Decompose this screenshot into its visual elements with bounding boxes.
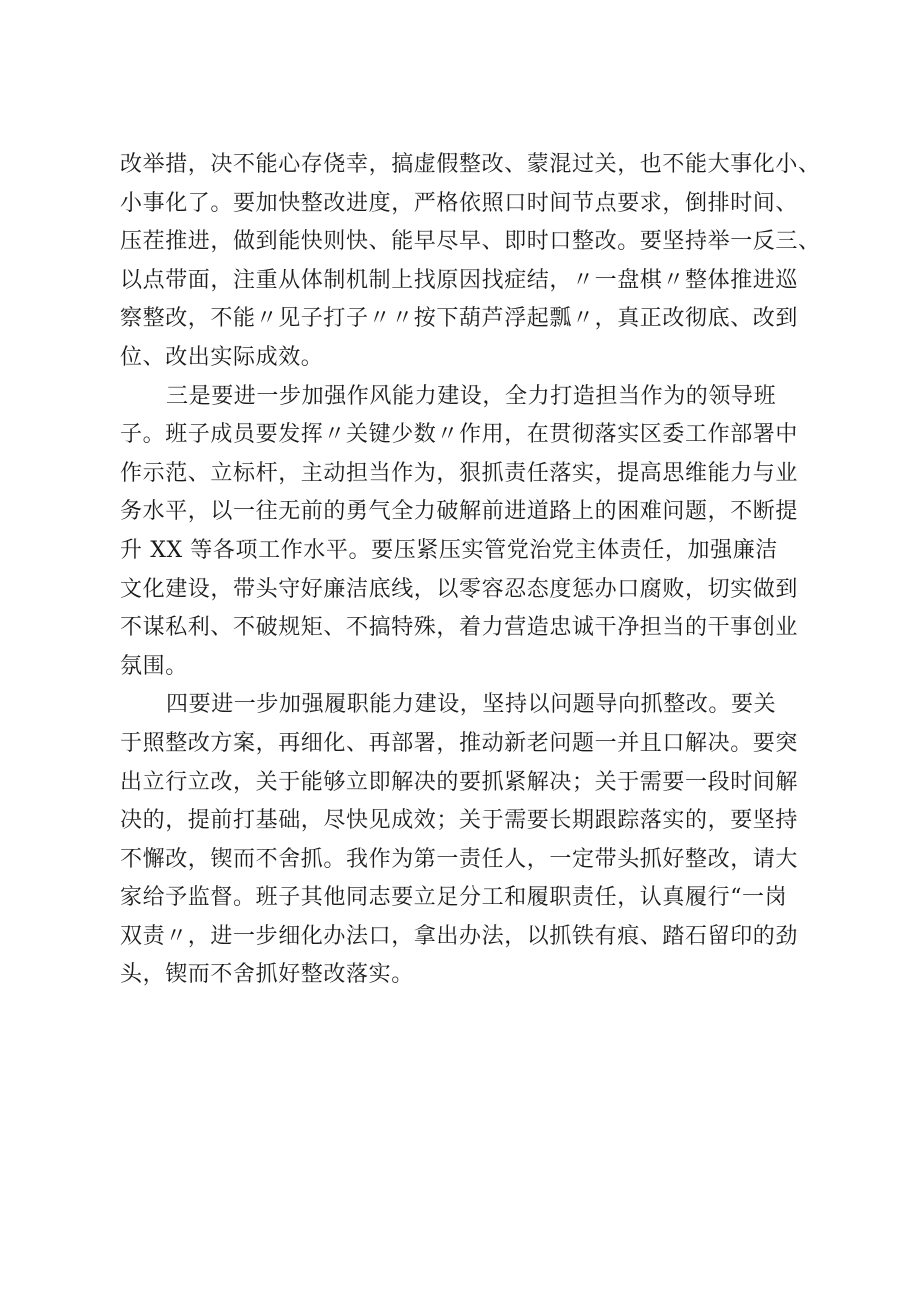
paragraph-rectification-continued — [120, 146, 820, 378]
text-line: 出立行立改，关于能够立即解决的要抓紧解决；关于需要一段时间解 — [120, 769, 799, 795]
text-line: 于照整改方案，再细化、再部署，推动新老问题一并且口解决。要突 — [120, 730, 799, 756]
text-line: 位、改出实际成效。 — [120, 344, 324, 370]
text-line: 务水平，以一往无前的勇气全力破解前进道路上的困难问题，不断提 — [120, 499, 799, 525]
text-line: 改举措，决不能心存侥幸，搞虚假整改、蒙混过关，也不能大事化小、 — [120, 152, 821, 177]
text-line: 双责〃，进一步细化办法口，拿出办法，以抓铁有痕、踏石留印的劲 — [120, 923, 799, 949]
text-line: 作示范、立标杆，主动担当作为，狠抓责任落实，提高思维能力与业 — [120, 460, 799, 486]
text-line: 小事化了。要加快整改进度，严格依照口时间节点要求，倒排时间、 — [120, 190, 799, 216]
text-line: 氛围。 — [120, 653, 188, 679]
text-line: 压茬推进，做到能快则快、能早尽早、即时口整改。要坚持举一反三、 — [120, 229, 821, 255]
text-line: 决的，提前打基础，尽快见成效；关于需要长期跟踪落实的，要坚持 — [120, 808, 799, 834]
document-body — [120, 146, 820, 995]
paragraph-work-style — [120, 378, 820, 687]
paragraph-duty-performance — [120, 686, 820, 995]
text-line: 升 XX 等各项工作水平。要压紧压实管党治党主体责任，加强廉洁 — [120, 537, 778, 563]
text-line: 文化建设，带头守好廉洁底线，以零容忍态度惩办口腐败，切实做到 — [120, 576, 799, 602]
text-line: 子。班子成员要发挥〃关键少数〃作用，在贯彻落实区委工作部署中 — [120, 422, 799, 448]
text-line: 不懈改，锲而不舍抓。我作为第一责任人，一定带头抓好整改，请大 — [120, 846, 799, 872]
text-line: 不谋私利、不破规矩、不搞特殊，着力营造忠诚干净担当的干事创业 — [120, 615, 799, 641]
text-line: 家给予监督。班子其他同志要立足分工和履职责任，认真履行“一岗 — [120, 885, 788, 911]
text-line: 头，锲而不舍抓好整改落实。 — [120, 962, 414, 988]
text-line: 四要进一步加强履职能力建设，坚持以问题导向抓整改。要关 — [166, 692, 777, 718]
text-line: 三是要进一步加强作风能力建设，全力打造担当作为的领导班 — [166, 383, 777, 409]
text-line: 察整改，不能〃见子打子〃〃按下葫芦浮起瓢〃，真正改彻底、改到 — [120, 306, 799, 332]
text-line: 以点带面，注重从体制机制上找原因找症结，〃一盘棋〃整体推进巡 — [120, 267, 799, 293]
